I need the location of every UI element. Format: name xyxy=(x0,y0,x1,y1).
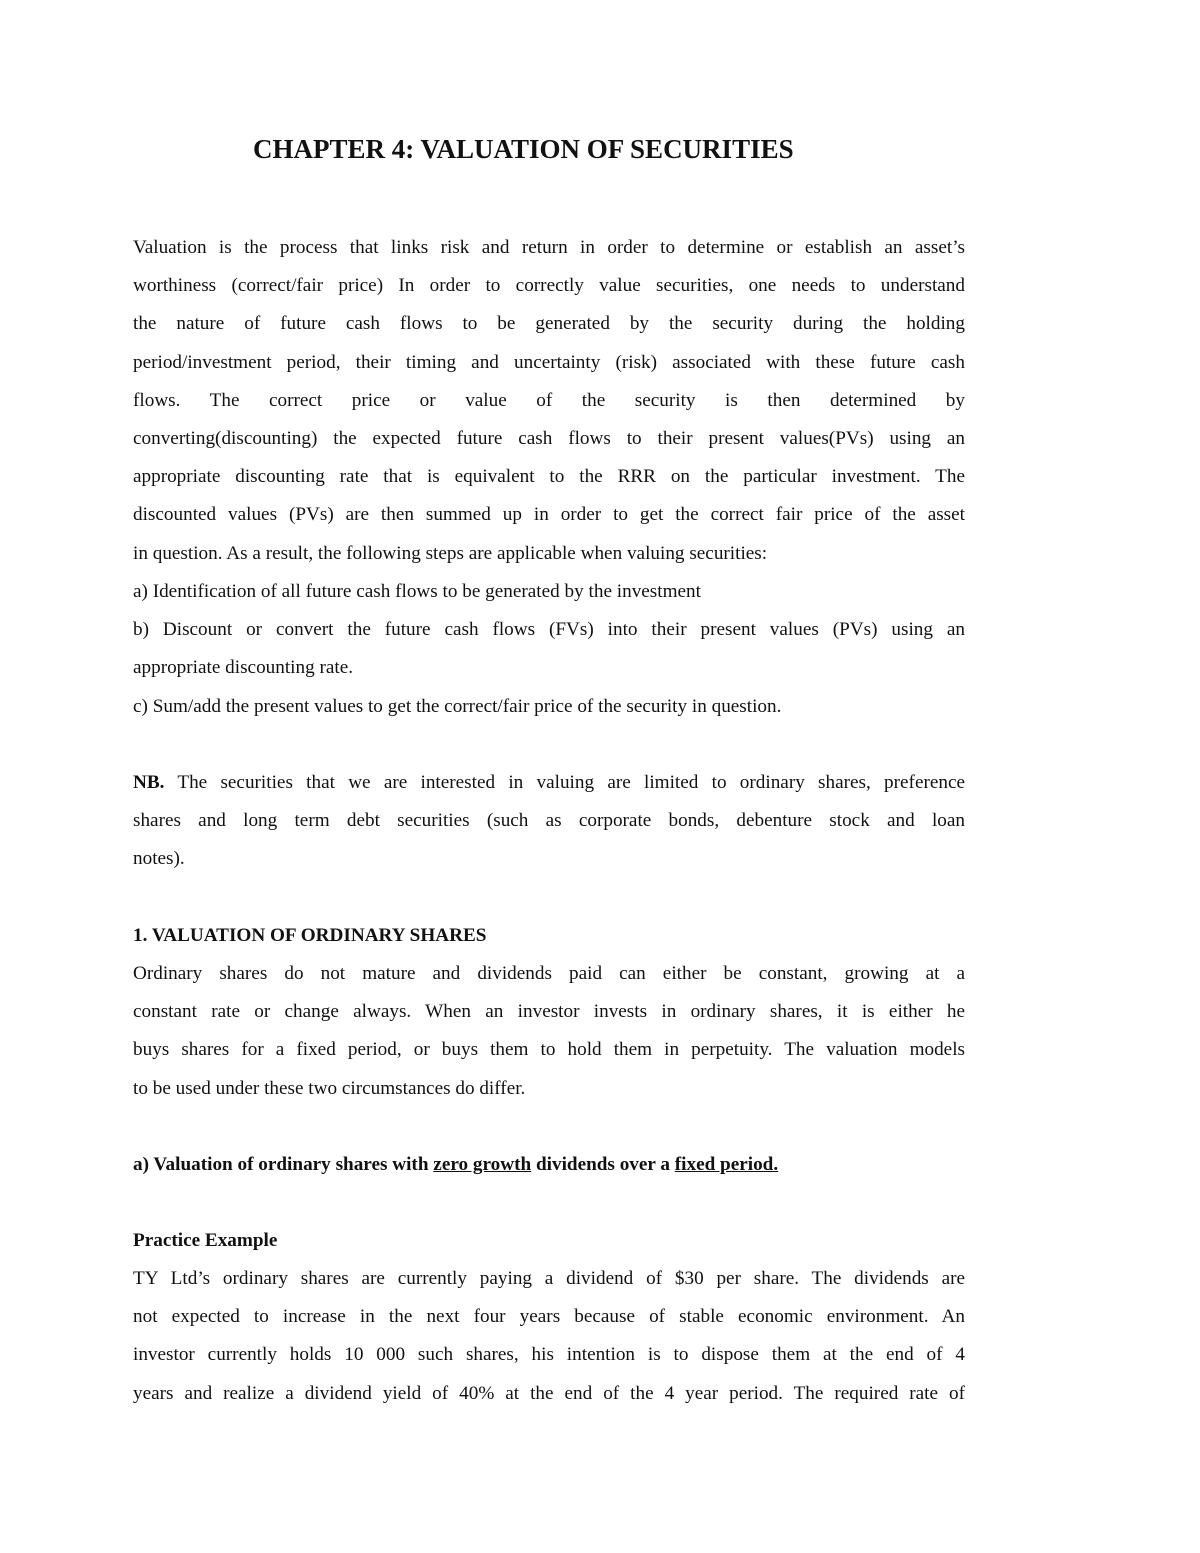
subsection-text: dividends over a xyxy=(531,1154,675,1175)
list-item: appropriate discounting rate. xyxy=(133,657,354,679)
paragraph-line: to be used under these two circumstances do differ. xyxy=(133,1077,526,1099)
subsection-emphasis: fixed period. xyxy=(674,1154,779,1175)
paragraph-line: Ordinary shares do not mature and dividends paid can either be constant, growing at a xyxy=(133,963,965,984)
intro-line: worthiness (correct/fair price) In order to correctly value securities, one needs to understand xyxy=(133,275,965,297)
list-item: c) Sum/add the present values to get the correct/fair price of the security in question. xyxy=(133,695,782,717)
section1-paragraph xyxy=(133,955,965,1108)
intro-line: flows. The correct price or value of the security is then determined by xyxy=(133,389,965,411)
nb-paragraph xyxy=(133,764,965,879)
nb-label: NB. xyxy=(133,772,165,793)
subsection-text: a) Valuation of ordinary shares with xyxy=(133,1154,434,1175)
paragraph-line: not expected to increase in the next four years because of stable economic environment. An xyxy=(133,1306,965,1328)
nb-line: notes). xyxy=(133,848,185,870)
list-item: b) Discount or convert the future cash flows (FVs) into their present values (PVs) using an xyxy=(133,619,965,641)
intro-paragraph xyxy=(133,229,965,573)
intro-line: period/investment period, their timing and uncertainty (risk) associated with these future cash xyxy=(133,351,965,373)
subsection-emphasis: zero growth xyxy=(433,1154,532,1175)
intro-line: Valuation is the process that links risk and return in order to determine or establish an asset’s xyxy=(133,237,965,258)
chapter-title: CHAPTER 4: VALUATION OF SECURITIES xyxy=(253,134,794,164)
intro-line: the nature of future cash flows to be generated by the security during the holding xyxy=(133,313,965,335)
paragraph-line: TY Ltd’s ordinary shares are currently paying a dividend of $30 per share. The dividends are xyxy=(133,1268,965,1289)
subsection-heading xyxy=(133,1146,778,1184)
intro-line: discounted values (PVs) are then summed up in order to get the correct fair price of the asset xyxy=(133,504,965,526)
nb-text: The securities that we are interested in valuing are limited to ordinary shares, preference xyxy=(164,772,965,793)
intro-line: converting(discounting) the expected future cash flows to their present values(PVs) using an xyxy=(133,427,965,449)
section-heading: 1. VALUATION OF ORDINARY SHARES xyxy=(133,925,487,946)
list-item: a) Identification of all future cash flows to be generated by the investment xyxy=(133,581,701,602)
paragraph-line: years and realize a dividend yield of 40% at the end of the 4 year period. The required rate of xyxy=(133,1382,965,1404)
practice-heading: Practice Example xyxy=(133,1230,278,1251)
paragraph-line: investor currently holds 10 000 such shares, his intention is to dispose them at the end of 4 xyxy=(133,1344,965,1366)
paragraph-line: buys shares for a fixed period, or buys them to hold them in perpetuity. The valuation models xyxy=(133,1039,965,1061)
intro-line: appropriate discounting rate that is equivalent to the RRR on the particular investment. The xyxy=(133,466,965,488)
intro-line: in question. As a result, the following steps are applicable when valuing securities: xyxy=(133,542,768,564)
paragraph-line: constant rate or change always. When an investor invests in ordinary shares, it is either he xyxy=(133,1001,965,1023)
steps-list xyxy=(133,573,965,726)
practice-paragraph xyxy=(133,1260,965,1413)
nb-line: shares and long term debt securities (such as corporate bonds, debenture stock and loan xyxy=(133,810,965,832)
nb-line xyxy=(133,764,965,802)
